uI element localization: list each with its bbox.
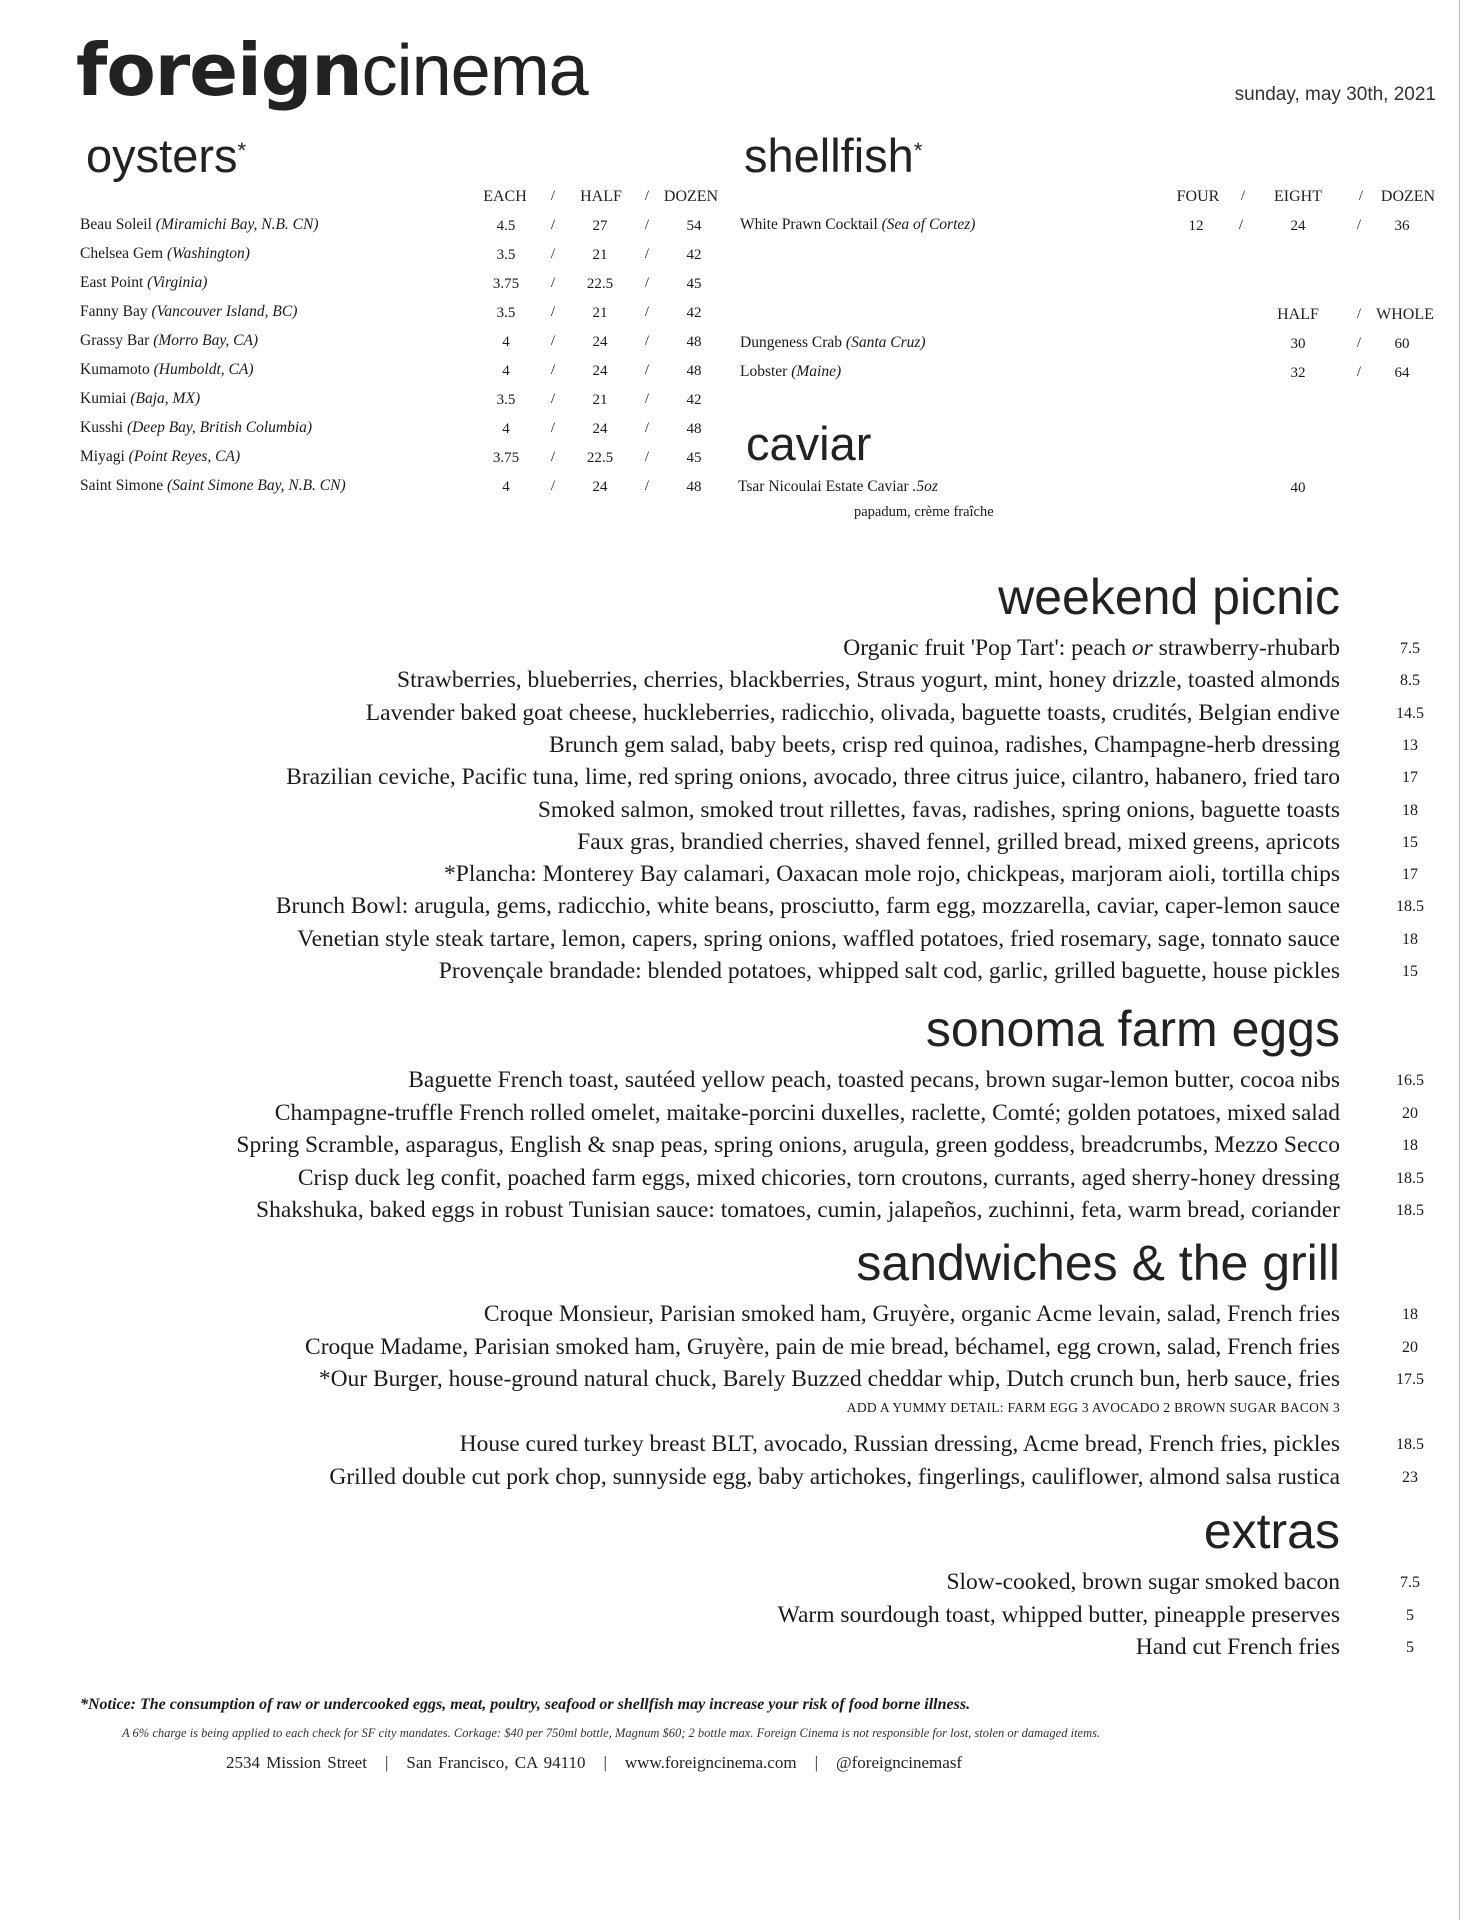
col-slash: / [644, 362, 650, 378]
oyster-origin: (Point Reyes, CA) [128, 448, 241, 465]
oyster-row [80, 477, 346, 506]
menu-item-desc: Spring Scramble, asparagus, English & snap peas, spring onions, arugula, green goddess, breadcrumbs, Mezzo Secco [236, 1132, 1340, 1158]
menu-item-desc-tail: strawberry-rhubarb [1152, 635, 1340, 661]
menu-item [397, 664, 1340, 696]
oyster-name: Beau Soleil [80, 216, 152, 233]
oyster-half-price: 22.5 [586, 450, 614, 466]
oyster-origin: (Miramichi Bay, N.B. CN) [155, 216, 319, 233]
menu-item-price: 18.5 [1396, 1169, 1424, 1187]
menu-item [297, 923, 1340, 955]
col-slash: / [644, 420, 650, 436]
footer-website-link[interactable]: www.foreigncinema.com [624, 1753, 797, 1772]
oysters-col-header: EACH [483, 188, 527, 205]
oyster-origin: (Washington) [166, 245, 250, 262]
oysters-col-header: HALF [580, 188, 622, 205]
oyster-each-price: 3.75 [492, 276, 520, 292]
menu-item-price: 18.5 [1396, 1436, 1424, 1453]
menu-date: sunday, may 30th, 2021 [1234, 84, 1436, 105]
col-slash: / [1358, 188, 1364, 204]
caviar-title: caviar [746, 417, 872, 470]
menu-item-desc: Faux gras, brandied cherries, shaved fennel, grilled bread, mixed greens, apricots [577, 828, 1340, 855]
col-slash: / [550, 217, 556, 233]
menu-item [275, 1097, 1340, 1129]
col-slash: / [550, 420, 556, 436]
menu-item-price: 18 [1402, 801, 1418, 819]
menu-item-price: 18 [1402, 930, 1418, 948]
menu-item [1136, 1631, 1340, 1663]
menu-item-price: 5 [1406, 1639, 1414, 1656]
oyster-row [80, 448, 240, 477]
oysters-title [86, 129, 247, 182]
oyster-origin: (Vancouver Island, BC) [151, 303, 298, 320]
menu-item-price: 5 [1406, 1606, 1414, 1624]
footer-address: 2534 Mission Street [226, 1753, 367, 1772]
oyster-half-price: 21 [592, 247, 608, 263]
menu-item [236, 1129, 1340, 1161]
col-slash: / [550, 449, 556, 465]
col-slash: / [1356, 306, 1362, 322]
shellfish-name: Lobster [740, 363, 788, 380]
prawn-eight-price: 24 [1290, 218, 1306, 234]
extras-title: extras [1203, 1503, 1340, 1559]
oyster-dozen-price: 48 [686, 363, 702, 379]
col-slash: / [644, 391, 650, 407]
oyster-half-price: 24 [592, 363, 608, 379]
footer-social-link[interactable]: @foreigncinemasf [835, 1753, 963, 1772]
oyster-half-price: 22.5 [586, 276, 614, 292]
crab-whole-price: 60 [1394, 336, 1410, 352]
menu-item-price: 23 [1402, 1468, 1418, 1486]
col-slash: / [550, 362, 556, 378]
oyster-dozen-price: 48 [686, 479, 702, 495]
col-slash: / [1240, 188, 1246, 204]
menu-item-price: 8.5 [1400, 672, 1420, 690]
menu-item-emphasis: or [1131, 635, 1153, 661]
menu-item-desc: Shakshuka, baked eggs in robust Tunisian sauce: tomatoes, cumin, jalapeños, zuchinni, feta, warm bread, coriander [256, 1197, 1340, 1223]
shellfish-col-header: DOZEN [1380, 188, 1436, 205]
page-edge-line [1459, 0, 1460, 1920]
oyster-name: Chelsea Gem [80, 245, 164, 262]
farm-eggs-title: sonoma farm eggs [925, 1001, 1340, 1057]
caviar-item [738, 478, 938, 507]
col-slash: / [550, 246, 556, 262]
addon-note: ADD A YUMMY DETAIL: FARM EGG 3 AVOCADO 2 BROWN SUGAR BACON 3 [846, 1400, 1340, 1415]
shellfish-origin: (Santa Cruz) [845, 334, 926, 351]
menu-item [460, 1428, 1340, 1460]
menu-item-price: 18.5 [1396, 898, 1424, 916]
menu-item-price: 20 [1402, 1338, 1418, 1356]
menu-item-price: 7.5 [1400, 640, 1420, 657]
oyster-dozen-price: 42 [686, 247, 702, 263]
col-slash: / [1356, 217, 1362, 233]
shellfish-col-header: FOUR [1176, 188, 1220, 205]
oyster-origin: (Morro Bay, CA) [153, 332, 259, 349]
oyster-dozen-price: 48 [686, 334, 702, 350]
oyster-origin: (Baja, MX) [130, 390, 201, 407]
col-slash: / [1356, 364, 1362, 380]
lobster-whole-price: 64 [1394, 365, 1410, 381]
menu-item-desc: Venetian style steak tartare, lemon, capers, spring onions, waffled potatoes, fried rosemary, sage, tonnato sauce [297, 925, 1340, 952]
oyster-each-price: 3.5 [496, 247, 516, 263]
col-slash: / [644, 449, 650, 465]
oyster-each-price: 4.5 [496, 218, 516, 234]
oyster-row [80, 361, 254, 390]
menu-item [538, 794, 1340, 826]
oyster-each-price: 3.5 [496, 305, 516, 321]
menu-item-price: 14.5 [1396, 704, 1424, 722]
col-slash: / [1356, 335, 1362, 351]
menu-item [319, 1363, 1340, 1395]
menu-item-desc: Strawberries, blueberries, cherries, blackberries, Straus yogurt, mint, honey drizzle, toasted almonds [397, 667, 1340, 694]
oyster-name: Miyagi [80, 448, 125, 465]
menu-item [549, 729, 1340, 761]
menu-item-desc: Lavender baked goat cheese, huckleberries, radicchio, olivada, baguette toasts, crudités, Belgian endive [365, 699, 1340, 726]
menu-item-desc: Warm sourdough toast, whipped butter, pineapple preserves [777, 1601, 1340, 1628]
menu-item-desc: Hand cut French fries [1135, 1634, 1340, 1660]
menu-item-desc: Brunch gem salad, baby beets, crisp red quinoa, radishes, Champagne-herb dressing [549, 731, 1340, 758]
oyster-origin: (Deep Bay, British Columbia) [126, 419, 313, 436]
col-slash: / [1238, 217, 1244, 233]
oyster-row [80, 332, 258, 361]
sandwiches-title: sandwiches & the grill [856, 1235, 1340, 1291]
menu-item-price: 18.5 [1396, 1202, 1424, 1219]
oyster-each-price: 3.75 [492, 450, 520, 466]
shellfish-origin: (Sea of Cortez) [881, 216, 976, 233]
prawn-dozen-price: 36 [1394, 218, 1410, 234]
oyster-half-price: 21 [592, 305, 608, 321]
menu-item [778, 1599, 1340, 1631]
menu-item-desc: *Our Burger, house-ground natural chuck, Barely Buzzed cheddar whip, Dutch crunch bun, herb sauce, fries [318, 1366, 1340, 1392]
menu-item-desc: Baguette French toast, sautéed yellow peach, toasted pecans, brown sugar-lemon butter, cocoa nibs [408, 1067, 1340, 1093]
food-safety-notice: *Notice: The consumption of raw or undercooked eggs, meat, poultry, seafood or shellfish may increase your risk of food borne illness. [80, 1696, 971, 1713]
menu-item [444, 858, 1340, 890]
menu-item [408, 1064, 1340, 1096]
oyster-name: Saint Simone [80, 477, 164, 494]
oyster-row [80, 390, 200, 419]
menu-item-desc: Grilled double cut pork chop, sunnyside egg, baby artichokes, fingerlings, cauliflower, almond salsa rustica [329, 1463, 1340, 1490]
menu-item-desc: Organic fruit 'Pop Tart': peach [843, 635, 1132, 661]
menu-item-desc: *Plancha: Monterey Bay calamari, Oaxacan mole rojo, chickpeas, marjoram aioli, tortilla chips [444, 861, 1340, 888]
shellfish-origin: (Maine) [791, 363, 842, 380]
col-slash: / [644, 304, 650, 320]
footer-separator: | [814, 1753, 818, 1772]
col-slash: / [550, 478, 556, 494]
caviar-note: papadum, crème fraîche [854, 504, 994, 520]
menu-item-desc: Champagne-truffle French rolled omelet, maitake-porcini duxelles, raclette, Comté; golden potatoes, mixed salad [274, 1099, 1340, 1126]
col-slash: / [644, 188, 650, 204]
policy-notice: A 6% charge is being applied to each check for SF city mandates. Corkage: $40 per 750ml bottle, Magnum $60; 2 bottle max. Foreign Cinema is not responsible for lost, stolen or damaged items. [122, 1726, 1101, 1740]
oyster-dozen-price: 42 [686, 392, 702, 408]
menu-item-desc: Croque Monsieur, Parisian smoked ham, Gruyère, organic Acme levain, salad, French fries [483, 1301, 1340, 1327]
menu-item-desc: Smoked salmon, smoked trout rillettes, favas, radishes, spring onions, baguette toasts [537, 796, 1340, 823]
oyster-half-price: 27 [592, 218, 608, 234]
oyster-each-price: 4 [502, 334, 510, 350]
col-slash: / [644, 217, 650, 233]
oyster-row [80, 303, 297, 332]
col-slash: / [550, 188, 556, 204]
menu-item-desc: House cured turkey breast BLT, avocado, Russian dressing, Acme bread, French fries, pickles [459, 1431, 1340, 1457]
footer-city: San Francisco, CA 94110 [406, 1753, 586, 1772]
menu-item-desc: Crisp duck leg confit, poached farm eggs, mixed chicories, torn croutons, currants, aged sherry-honey dressing [297, 1164, 1340, 1191]
brand-bold: foreign [76, 28, 362, 112]
footer [226, 1753, 962, 1773]
col-slash: / [644, 275, 650, 291]
oyster-half-price: 24 [592, 479, 608, 495]
menu-item [484, 1298, 1340, 1330]
shellfish-name: White Prawn Cocktail [740, 216, 878, 233]
menu-item-desc: Slow-cooked, brown sugar smoked bacon [946, 1569, 1340, 1595]
col-slash: / [644, 333, 650, 349]
menu-item [305, 1331, 1340, 1363]
oyster-name: Kusshi [80, 419, 124, 436]
oyster-half-price: 21 [592, 392, 608, 408]
col-slash: / [550, 304, 556, 320]
shellfish-col-header: EIGHT [1274, 188, 1322, 205]
col-slash: / [550, 333, 556, 349]
oyster-origin: (Humboldt, CA) [153, 361, 254, 378]
menu-item-price: 7.5 [1400, 1574, 1420, 1591]
shellfish-row [740, 334, 926, 363]
menu-item-price: 15 [1402, 963, 1418, 980]
brand-light: cinema [361, 31, 588, 111]
brand-logo [76, 28, 588, 112]
shellfish-title [744, 129, 923, 182]
oyster-row [80, 216, 319, 245]
menu-item-price: 13 [1402, 736, 1418, 754]
shellfish-col-header: WHOLE [1376, 306, 1434, 323]
menu-item [439, 955, 1340, 987]
oyster-dozen-price: 54 [686, 218, 702, 234]
oyster-dozen-price: 48 [686, 421, 702, 437]
menu-item-price: 15 [1402, 833, 1418, 851]
shellfish-title-text: shellfish [744, 129, 914, 182]
menu-item-desc: Brazilian ceviche, Pacific tuna, lime, red spring onions, avocado, three citrus juice, cilantro, habanero, fried taro [286, 764, 1340, 791]
oyster-name: Fanny Bay [80, 303, 148, 320]
shellfish-row [740, 216, 975, 245]
caviar-price: 40 [1290, 480, 1306, 496]
menu-item-desc: Croque Madame, Parisian smoked ham, Gruyère, pain de mie bread, béchamel, egg crown, salad, French fries [305, 1333, 1340, 1360]
shellfish-col-header: HALF [1277, 306, 1319, 323]
menu-item [946, 1566, 1340, 1598]
oyster-name: Grassy Bar [80, 332, 150, 349]
caviar-size: .5oz [912, 478, 938, 495]
menu-item-desc: Provençale brandade: blended potatoes, whipped salt cod, garlic, grilled baguette, house pickles [438, 958, 1340, 984]
oyster-dozen-price: 42 [686, 305, 702, 321]
col-slash: / [644, 246, 650, 262]
shellfish-star: * [913, 138, 923, 163]
menu-item [366, 697, 1340, 729]
oyster-row [80, 274, 207, 303]
oyster-name: Kumamoto [80, 361, 150, 378]
shellfish-row [740, 363, 841, 392]
oyster-origin: (Saint Simone Bay, N.B. CN) [166, 477, 346, 494]
oyster-half-price: 24 [592, 421, 608, 437]
oyster-half-price: 24 [592, 334, 608, 350]
prawn-four-price: 12 [1188, 218, 1204, 234]
col-slash: / [550, 275, 556, 291]
oyster-row [80, 419, 312, 448]
menu-item-price: 17 [1402, 866, 1418, 884]
menu-item [577, 826, 1340, 858]
oyster-each-price: 4 [502, 479, 510, 495]
oyster-origin: (Virginia) [147, 274, 208, 291]
col-slash: / [550, 391, 556, 407]
crab-half-price: 30 [1290, 336, 1306, 352]
oysters-col-header: DOZEN [663, 188, 719, 205]
menu-item-price: 17 [1402, 769, 1418, 787]
footer-separator: | [603, 1753, 607, 1772]
oyster-name: Kumiai [80, 390, 127, 407]
oyster-name: East Point [80, 274, 144, 291]
menu-item [843, 632, 1340, 664]
menu-item [329, 1461, 1340, 1493]
menu-item [298, 1162, 1340, 1194]
menu-item-desc: Brunch Bowl: arugula, gems, radicchio, white beans, prosciutto, farm egg, mozzarella, caviar, caper-lemon sauce [275, 893, 1340, 920]
menu-item-price: 20 [1402, 1104, 1418, 1122]
lobster-half-price: 32 [1290, 365, 1306, 381]
shellfish-name: Dungeness Crab [740, 334, 843, 351]
caviar-name: Tsar Nicoulai Estate Caviar [738, 478, 909, 495]
menu-item-price: 18 [1402, 1306, 1418, 1323]
oysters-star: * [237, 138, 247, 163]
oysters-title-text: oysters [86, 129, 238, 182]
oyster-dozen-price: 45 [686, 276, 702, 292]
oyster-each-price: 4 [502, 363, 510, 379]
weekend-picnic-title: weekend picnic [998, 569, 1340, 625]
menu-item [276, 890, 1340, 922]
oyster-each-price: 4 [502, 421, 510, 437]
menu-item-price: 17.5 [1396, 1371, 1424, 1388]
oyster-dozen-price: 45 [686, 450, 702, 466]
menu-item-price: 18 [1402, 1137, 1418, 1154]
oyster-row [80, 245, 250, 274]
col-slash: / [644, 478, 650, 494]
menu-item [256, 1194, 1340, 1226]
menu-item-price: 16.5 [1396, 1072, 1424, 1089]
oyster-each-price: 3.5 [496, 392, 516, 408]
menu-item [286, 761, 1340, 793]
footer-separator: | [384, 1753, 389, 1772]
